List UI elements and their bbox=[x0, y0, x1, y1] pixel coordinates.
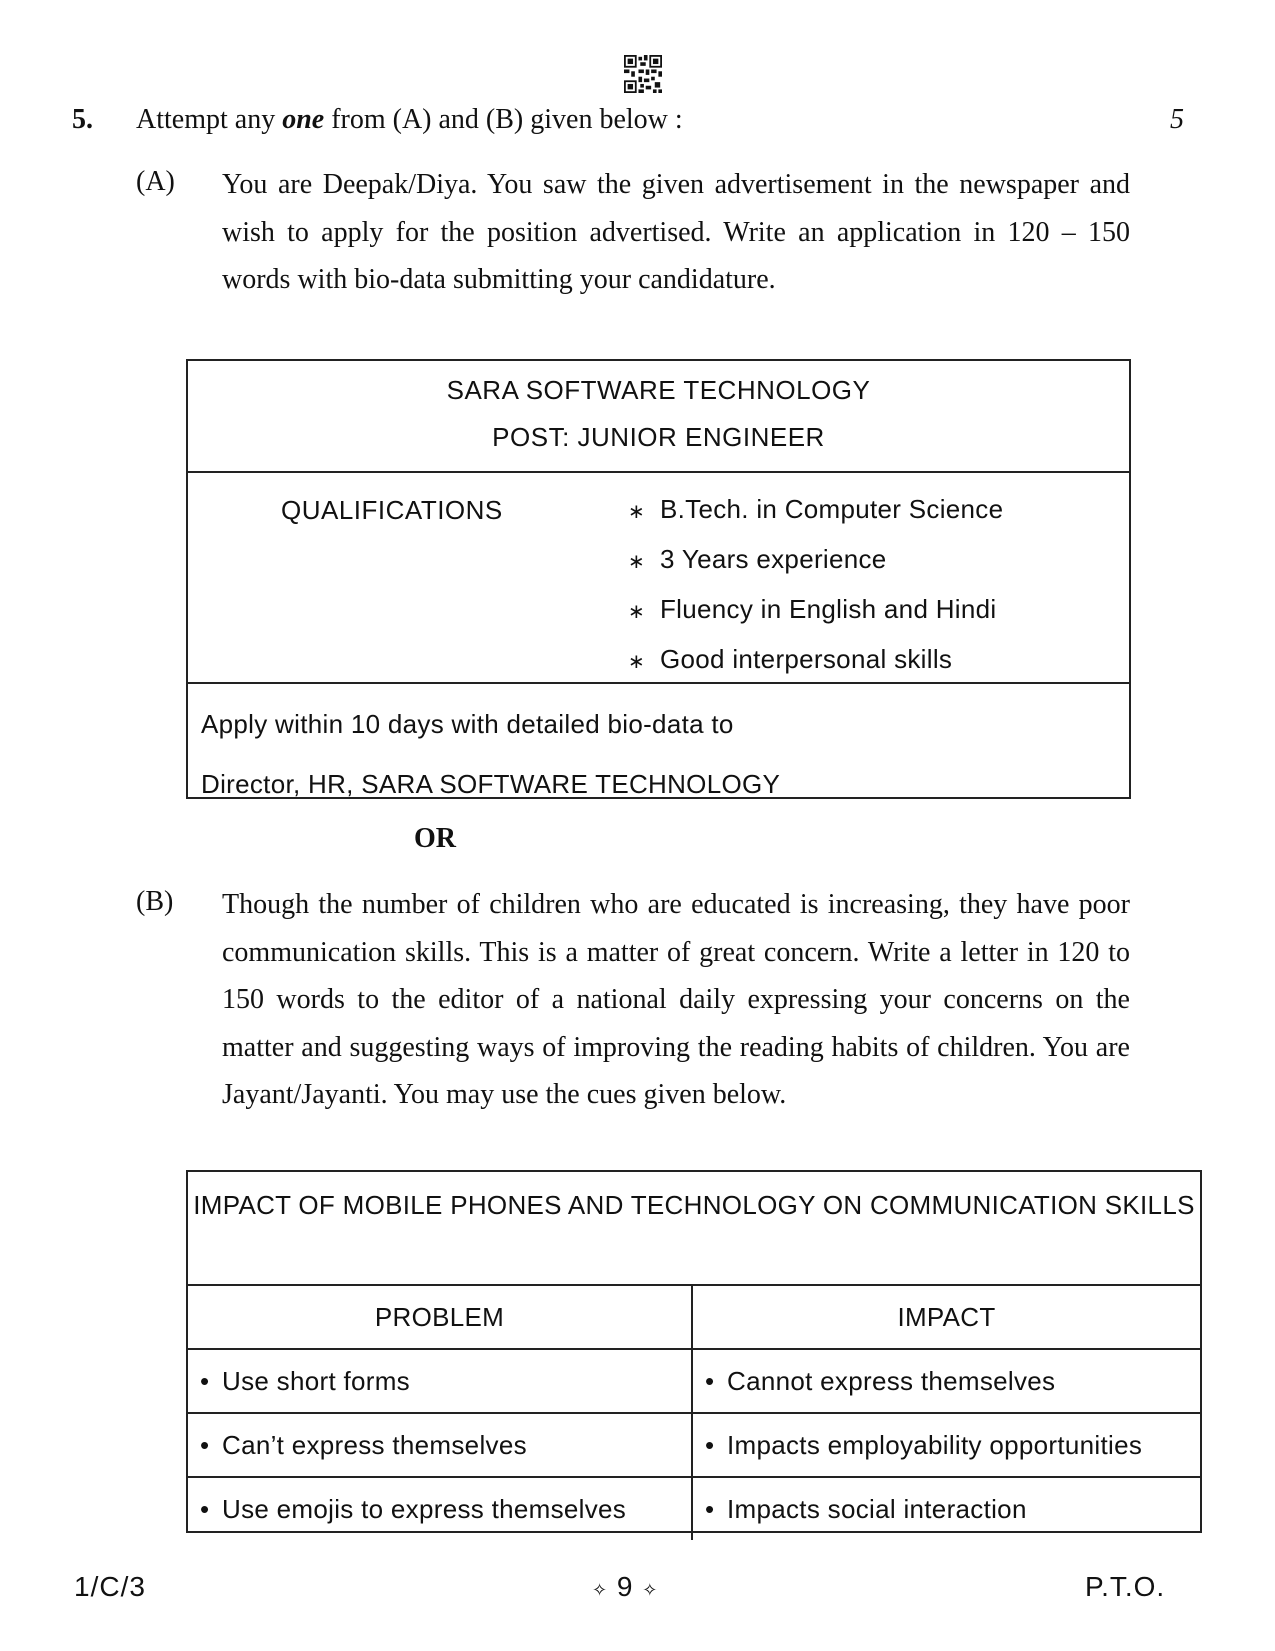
cues-title: IMPACT OF MOBILE PHONES AND TECHNOLOGY ON COMMUNICATION SKILLS bbox=[188, 1172, 1200, 1286]
qualifications-label: QUALIFICATIONS bbox=[281, 495, 503, 525]
advertisement-box bbox=[186, 359, 1131, 799]
table-row bbox=[188, 1477, 1200, 1540]
table-row bbox=[188, 1413, 1200, 1477]
post-title: POST: JUNIOR ENGINEER bbox=[492, 422, 825, 452]
apply-instructions bbox=[201, 694, 780, 814]
list-item: ∗ Fluency in English and Hindi bbox=[628, 584, 1003, 634]
paper-code: 1/C/3 bbox=[74, 1571, 146, 1602]
asterisk-icon: ∗ bbox=[628, 601, 646, 623]
cues-box bbox=[186, 1170, 1202, 1533]
cues-table bbox=[188, 1286, 1200, 1540]
bullet-icon: • bbox=[705, 1365, 715, 1396]
question-instruction: Attempt any one from (A) and (B) given below : bbox=[136, 104, 683, 135]
impact-cell: • Cannot express themselves bbox=[692, 1349, 1200, 1413]
page-number: ✧ 9 ✧ bbox=[592, 1571, 659, 1602]
header-problem: PROBLEM bbox=[188, 1286, 692, 1349]
table-row bbox=[188, 1349, 1200, 1413]
bullet-icon: • bbox=[200, 1429, 210, 1460]
problem-cell: • Use emojis to express themselves bbox=[188, 1477, 692, 1540]
or-separator: OR bbox=[414, 823, 456, 854]
company-name: SARA SOFTWARE TECHNOLOGY bbox=[446, 375, 871, 405]
advertisement-header bbox=[188, 361, 1129, 473]
ornament-left-icon: ✧ bbox=[592, 1580, 609, 1600]
bullet-icon: • bbox=[200, 1365, 210, 1396]
asterisk-icon: ∗ bbox=[628, 551, 646, 573]
apply-line-1: Apply within 10 days with detailed bio-data to bbox=[201, 709, 734, 739]
bullet-icon: • bbox=[705, 1429, 715, 1460]
part-a-label: (A) bbox=[136, 166, 175, 197]
list-item: ∗ 3 Years experience bbox=[628, 534, 1003, 584]
problem-cell: • Can’t express themselves bbox=[188, 1413, 692, 1477]
asterisk-icon: ∗ bbox=[628, 651, 646, 673]
asterisk-icon: ∗ bbox=[628, 501, 646, 523]
bullet-icon: • bbox=[200, 1493, 210, 1524]
qualifications-list bbox=[628, 484, 1003, 684]
qr-code-icon bbox=[624, 55, 662, 93]
please-turn-over: P.T.O. bbox=[1085, 1571, 1166, 1602]
list-item: ∗ Good interpersonal skills bbox=[628, 634, 1003, 684]
question-marks: 5 bbox=[1170, 104, 1184, 135]
apply-line-2: Director, HR, SARA SOFTWARE TECHNOLOGY bbox=[201, 769, 781, 799]
part-b-text: Though the number of children who are educated is increasing, they have poor communication skills. This is a matter of great concern. Write a letter in 120 to 150 words to the editor of a national daily expressing your concerns on the matter and suggesting ways of improving the reading habits of children. You are Jayant/Jayanti. You may use the cues given below. bbox=[222, 889, 1130, 1110]
problem-cell: • Use short forms bbox=[188, 1349, 692, 1413]
table-header-row bbox=[188, 1286, 1200, 1349]
bullet-icon: • bbox=[705, 1493, 715, 1524]
qualifications-section bbox=[188, 471, 1129, 684]
impact-cell: • Impacts employability opportunities bbox=[692, 1413, 1200, 1477]
ornament-right-icon: ✧ bbox=[642, 1580, 659, 1600]
question-number: 5. bbox=[72, 104, 93, 135]
part-a-text: You are Deepak/Diya. You saw the given advertisement in the newspaper and wish to apply for the position advertised. Write an application in 120 – 150 words with bio-data submitting your candidature. bbox=[222, 169, 1130, 295]
header-impact: IMPACT bbox=[692, 1286, 1200, 1349]
impact-cell: • Impacts social interaction bbox=[692, 1477, 1200, 1540]
part-b-label: (B) bbox=[136, 886, 174, 917]
list-item: ∗ B.Tech. in Computer Science bbox=[628, 484, 1003, 534]
